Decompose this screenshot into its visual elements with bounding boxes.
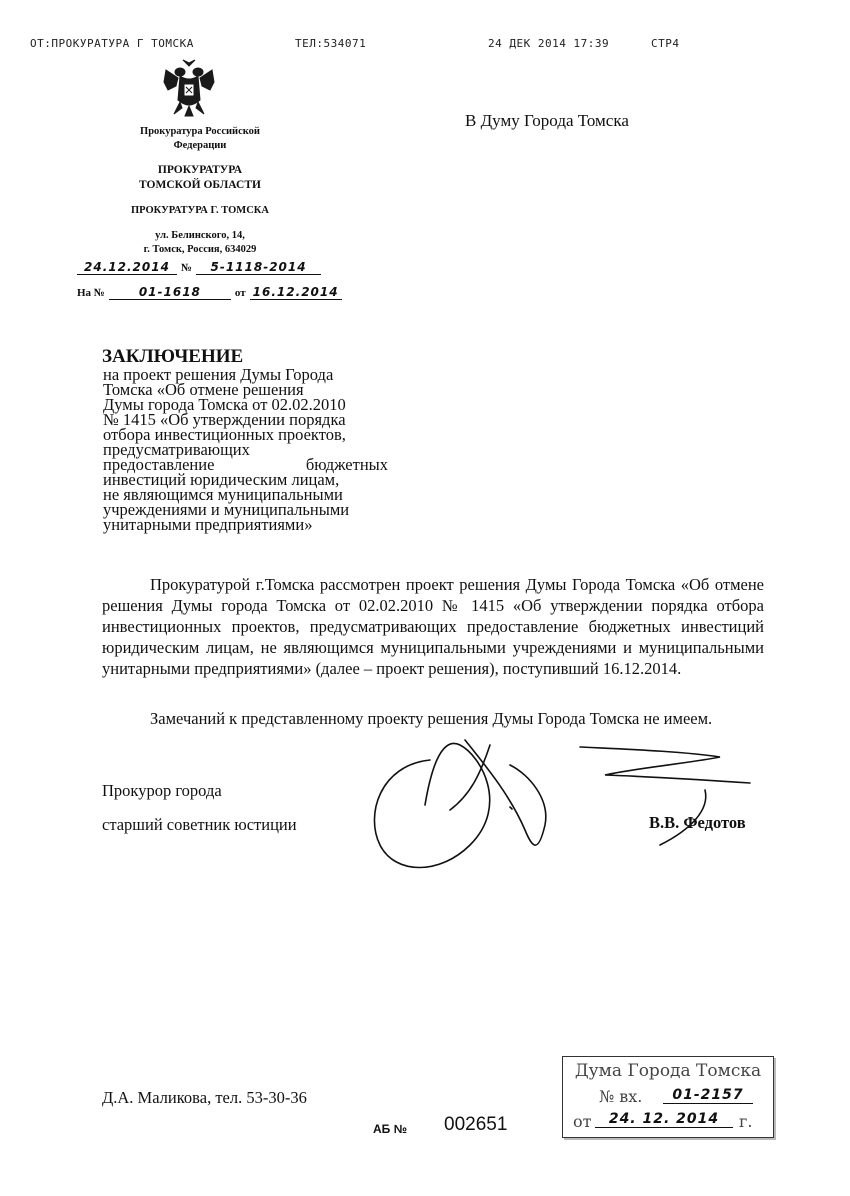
outgoing-number: 5-1118-2014	[196, 260, 321, 275]
outgoing-no-label: №	[181, 262, 193, 274]
subject-line: учреждениями и муниципальными	[103, 500, 350, 519]
signatory-name: В.В. Федотов	[649, 813, 746, 832]
stamp-date-label: от	[573, 1112, 592, 1131]
letterhead-line-3: ПРОКУРАТУРА	[157, 164, 243, 176]
subject-line: предусматривающих	[103, 440, 250, 459]
form-series-label: АБ №	[373, 1122, 408, 1136]
letterhead-line-4: ТОМСКОЙ ОБЛАСТИ	[139, 179, 261, 191]
document-title: ЗАКЛЮЧЕНИЕ	[102, 346, 244, 367]
signature-icon	[360, 735, 760, 885]
fax-phone: ТЕЛ:534071	[295, 37, 367, 50]
subject-line: № 1415 «Об утверждении порядка	[103, 410, 346, 429]
in-reply-from-label: от	[234, 287, 246, 299]
subject-line: предоставление бюджетных	[103, 455, 388, 474]
letterhead-line-1: Прокуратура Российской	[140, 126, 260, 137]
subject-line: Томска «Об отмене решения	[103, 380, 304, 399]
outgoing-date: 24.12.2014	[77, 260, 177, 275]
stamp-year-suffix: г.	[739, 1112, 753, 1131]
fax-datetime: 24 ДЕК 2014 17:39	[488, 37, 610, 50]
letterhead-line-2: Федерации	[173, 140, 227, 151]
subject-line: инвестиций юридическим лицам,	[103, 470, 340, 489]
body-paragraph-1: Прокуратурой г.Томска рассмотрен проект решения Думы Города Томска «Об отмене решения Думы города Томска от 02.02.2010 № 1415 «Об утверждении порядка отбора инвестиционных проектов, предусматривающих предоставление бюджетных инвестиций юридическим лицам, не являющимся муниципальными учреждениями и муниципальными унитарными предприятиями» (далее – проект решения), поступивший 16.12.2014.	[102, 575, 764, 678]
stamp-no-label: № вх.	[599, 1087, 643, 1106]
in-reply-registration	[77, 283, 377, 301]
subject-line: отбора инвестиционных проектов,	[103, 425, 346, 444]
letterhead-address-2: г. Томск, Россия, 634029	[143, 244, 257, 255]
stamp-organization: Дума Города Томска	[574, 1061, 762, 1081]
in-reply-number: 01-1618	[109, 285, 231, 300]
in-reply-label: На №	[77, 287, 105, 299]
form-number: 002651	[444, 1114, 508, 1135]
stamp-incoming-number: 01-2157	[663, 1087, 753, 1104]
in-reply-date: 16.12.2014	[250, 285, 342, 300]
fax-page: СТР4	[651, 37, 680, 50]
outgoing-registration	[77, 258, 322, 276]
document-subject	[103, 367, 388, 532]
letterhead-address-1: ул. Белинского, 14,	[155, 230, 245, 241]
recipient: В Думу Города Томска	[465, 111, 629, 130]
subject-line: не являющимся муниципальными	[103, 485, 343, 504]
subject-line: унитарными предприятиями»	[103, 515, 313, 534]
fax-sender: ОТ:ПРОКУРАТУРА Г ТОМСКА	[30, 37, 194, 50]
subject-line: Думы города Томска от 02.02.2010	[103, 395, 346, 414]
signatory-position: Прокурор города	[102, 781, 222, 800]
letterhead-line-5: ПРОКУРАТУРА Г. ТОМСКА	[131, 205, 269, 216]
subject-line: на проект решения Думы Города	[103, 365, 334, 384]
coat-of-arms-icon	[158, 56, 220, 118]
executor-contact: Д.А. Маликова, тел. 53-30-36	[102, 1088, 307, 1107]
body-paragraph-2: Замечаний к представленному проекту решения Думы Города Томска не имеем.	[150, 709, 713, 728]
signatory-rank: старший советник юстиции	[102, 815, 297, 834]
incoming-registration-stamp	[562, 1056, 774, 1138]
stamp-incoming-date: 24. 12. 2014	[595, 1111, 733, 1128]
